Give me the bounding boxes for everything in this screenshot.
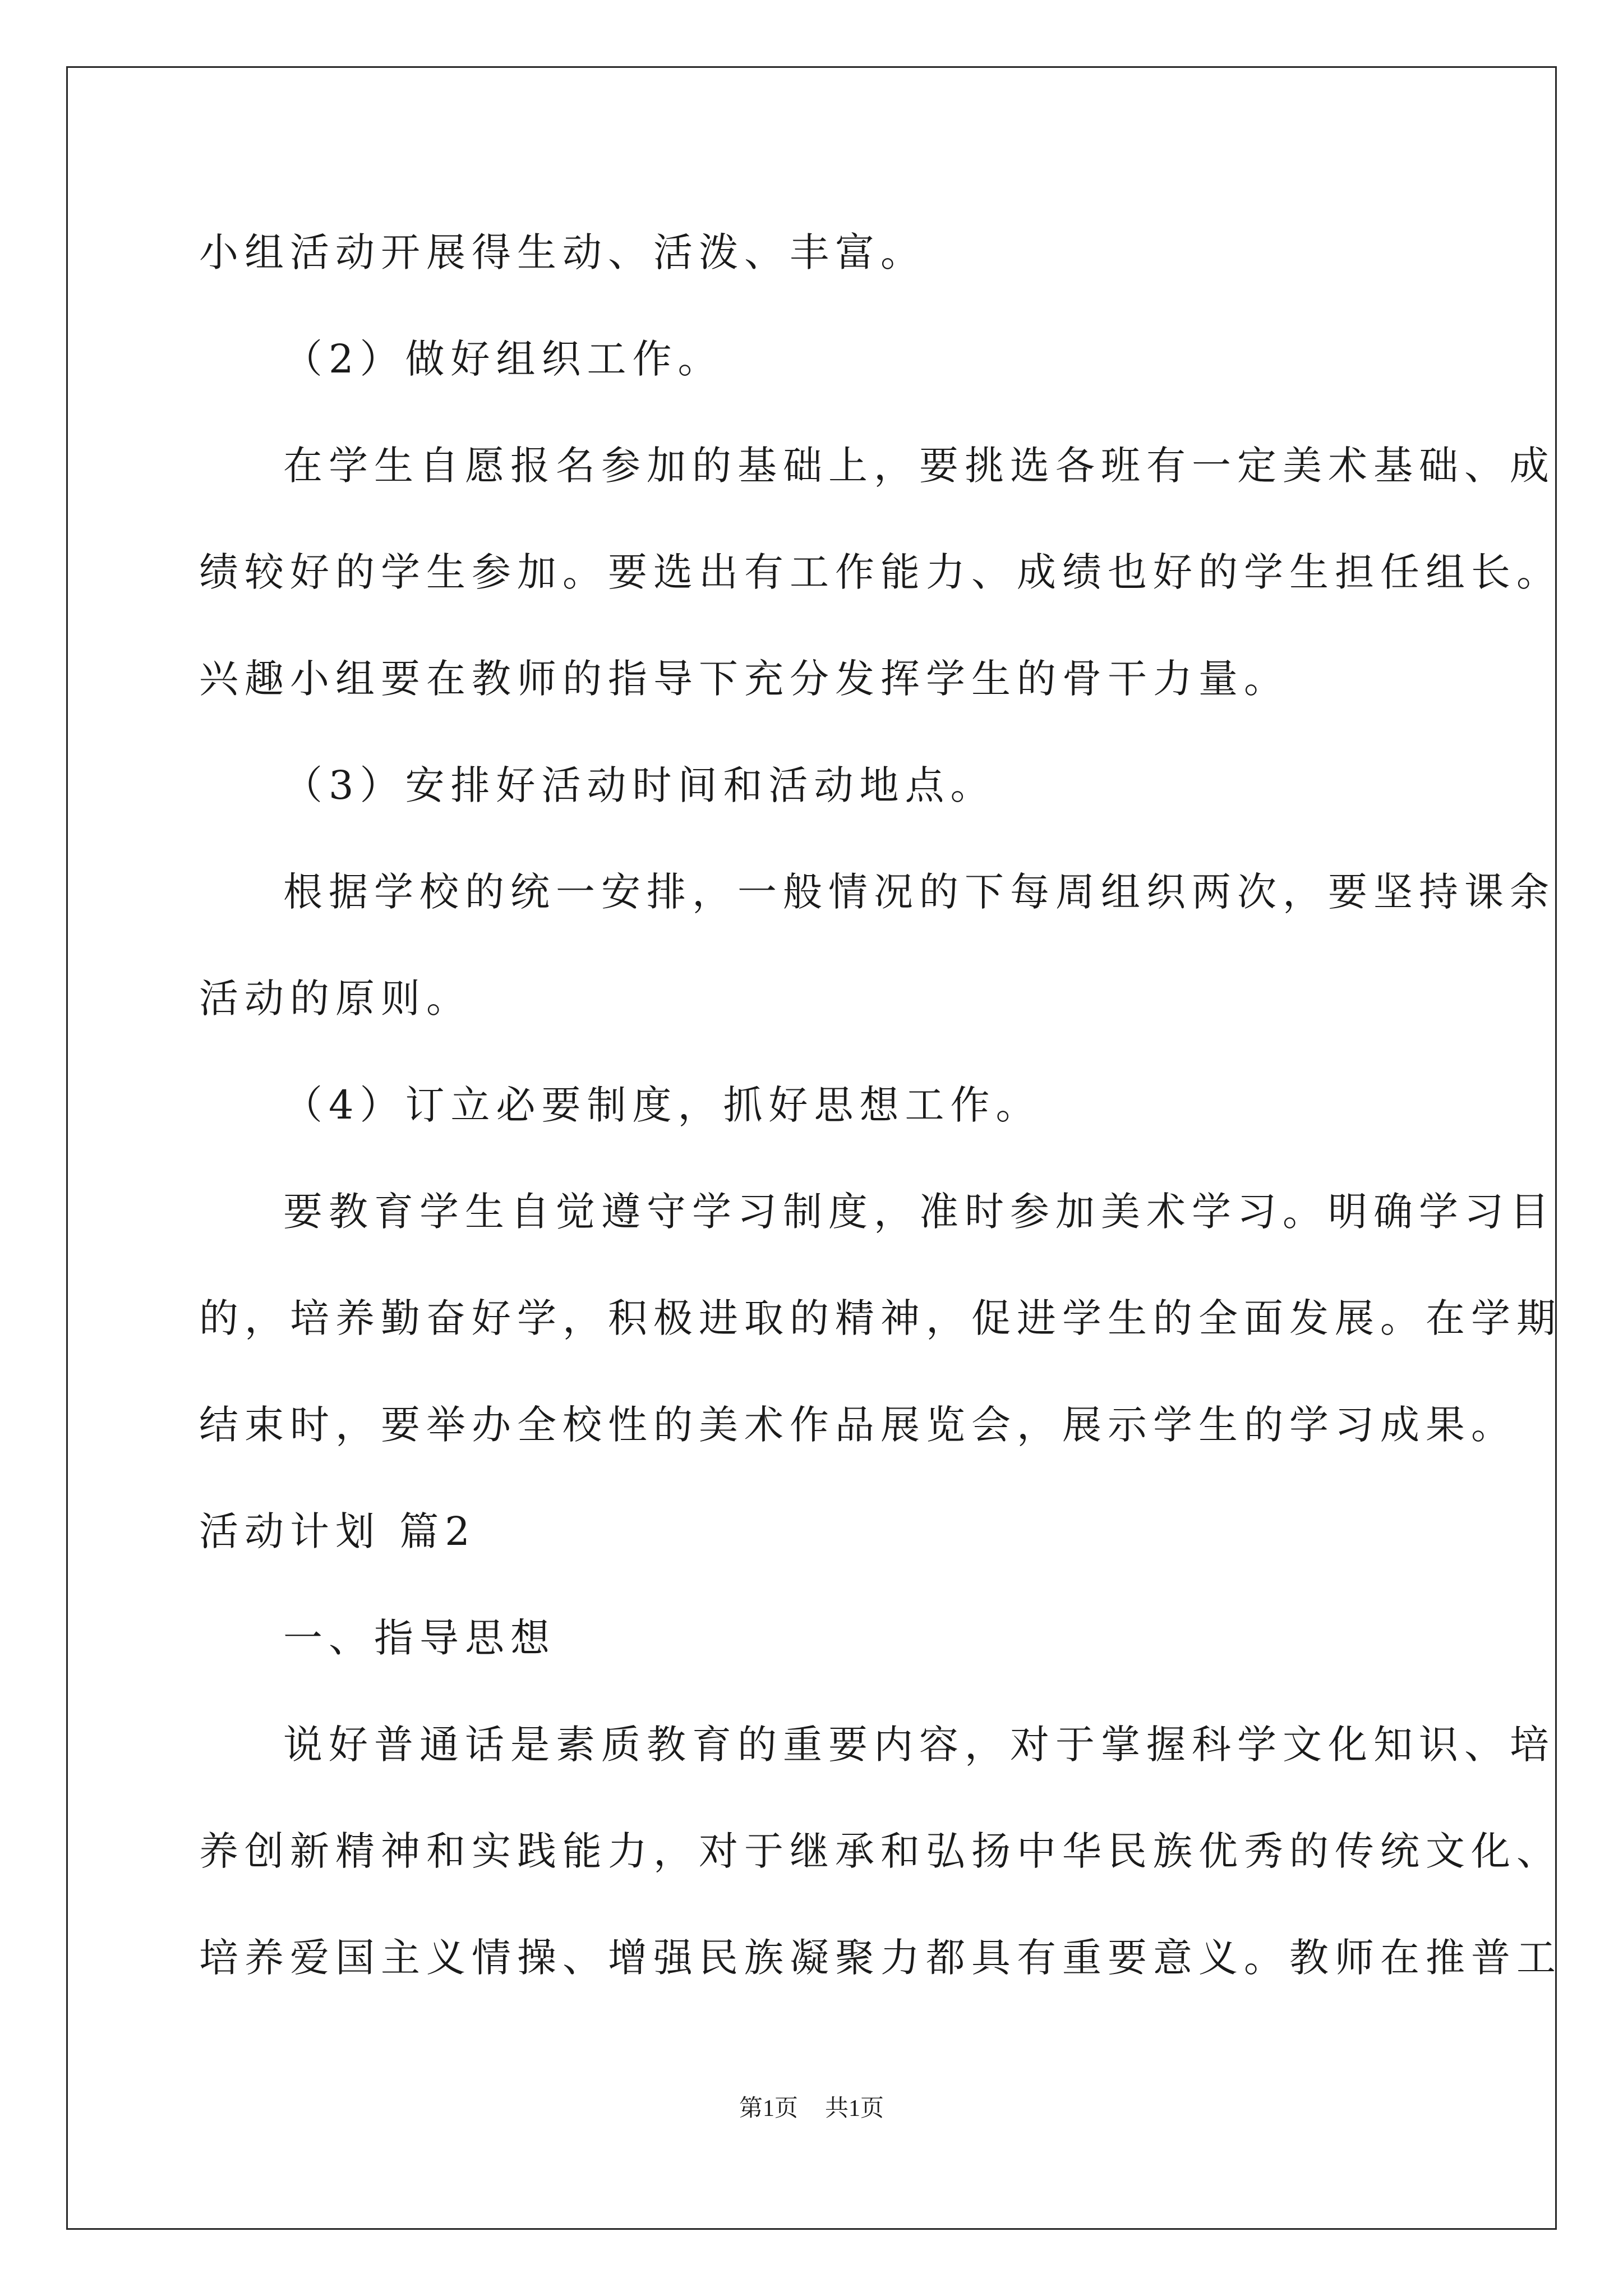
- body-line: 的，培养勤奋好学，积极进取的精神，促进学生的全面发展。在学期: [199, 1295, 1562, 1341]
- body-line: 结束时，要举办全校性的美术作品展览会，展示学生的学习成果。: [199, 1402, 1516, 1448]
- body-line: 绩较好的学生参加。要选出有工作能力、成绩也好的学生担任组长。: [199, 549, 1562, 595]
- section-heading: 活动计划 篇2: [199, 1508, 476, 1554]
- body-line: 说好普通话是素质教育的重要内容，对于掌握科学文化知识、培: [283, 1722, 1555, 1768]
- body-line: 培养爱国主义情操、增强民族凝聚力都具有重要意义。教师在推普工: [199, 1935, 1562, 1981]
- body-line: （2）做好组织工作。: [283, 336, 723, 382]
- body-line: 兴趣小组要在教师的指导下充分发挥学生的骨干力量。: [199, 656, 1289, 702]
- page-footer: [0, 2090, 1623, 2123]
- subsection-heading: 一、指导思想: [283, 1615, 556, 1661]
- body-line: （3）安排好活动时间和活动地点。: [283, 762, 996, 808]
- body-line: 活动的原则。: [199, 976, 472, 1022]
- body-line: 养创新精神和实践能力，对于继承和弘扬中华民族优秀的传统文化、: [199, 1828, 1562, 1874]
- page-number-current: 第1页: [739, 2096, 798, 2122]
- page-number-total: 共1页: [825, 2096, 884, 2122]
- body-line: 小组活动开展得生动、活泼、丰富。: [199, 229, 926, 275]
- body-line: （4）订立必要制度，抓好思想工作。: [283, 1082, 1041, 1128]
- body-line: 根据学校的统一安排，一般情况的下每周组织两次，要坚持课余: [283, 869, 1555, 915]
- document-body: [199, 199, 1562, 2011]
- body-line: 要教育学生自觉遵守学习制度，准时参加美术学习。明确学习目: [283, 1189, 1555, 1235]
- body-line: 在学生自愿报名参加的基础上，要挑选各班有一定美术基础、成: [283, 443, 1555, 489]
